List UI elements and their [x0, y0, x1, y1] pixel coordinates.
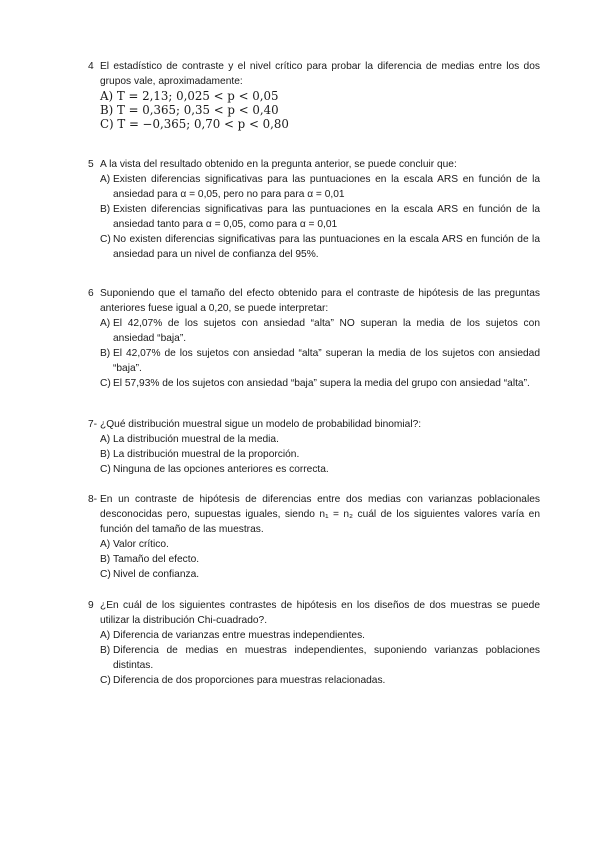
- question-number: 5: [88, 159, 94, 170]
- option-c: [100, 673, 540, 688]
- question-4: [88, 59, 540, 131]
- option-label: B): [100, 449, 111, 460]
- question-7: [88, 417, 540, 477]
- option-text: El 42,07% de los sujetos con ansiedad “alta” superan la media de los sujetos con ansiedad “baja”.: [113, 348, 540, 374]
- option-b: [100, 552, 540, 567]
- option-a: [100, 432, 540, 447]
- question-9: [88, 598, 540, 688]
- option-label: C): [100, 569, 111, 580]
- option-label: C): [100, 675, 111, 686]
- option-text: T = 0,365; 0,35 < p < 0,40: [117, 103, 279, 117]
- option-a: [100, 628, 540, 643]
- option-text: Nivel de confianza.: [113, 569, 200, 580]
- option-a: [100, 537, 540, 552]
- option-a: [100, 89, 540, 103]
- question-number: 9: [88, 600, 94, 611]
- question-stem: ¿En cuál de los siguientes contrastes de hipótesis en los diseños de dos muestras se puede utilizar la distribución Chi-cuadrado?.: [100, 600, 540, 626]
- question-stem: El estadístico de contraste y el nivel crítico para probar la diferencia de medias entre los dos grupos vale, aproximadamente:: [100, 61, 540, 87]
- option-text: La distribución muestral de la media.: [113, 434, 279, 445]
- option-label: A): [100, 630, 111, 641]
- question-stem: En un contraste de hipótesis de diferencias entre dos medias con varianzas poblacionales desconocidas pero, supuestas iguales, siendo n₁ = n₂ cuál de los siguientes valores varía en función del tamaño de las muestras.: [100, 494, 540, 535]
- option-label: C): [100, 464, 111, 475]
- question-number: 8-: [88, 494, 98, 505]
- option-text: Tamaño del efecto.: [113, 554, 200, 565]
- option-b: [100, 346, 540, 376]
- option-label: A): [100, 89, 114, 103]
- option-label: B): [100, 554, 111, 565]
- option-label: B): [100, 103, 114, 117]
- option-label: C): [100, 117, 114, 131]
- option-text: Existen diferencias significativas para las puntuaciones en la escala ARS en función de la ansiedad para α = 0,05, pero no para para α = 0,01: [113, 174, 540, 200]
- option-b: [100, 103, 540, 117]
- question-6: [88, 286, 540, 391]
- option-text: El 57,93% de los sujetos con ansiedad “baja” supera la media del grupo con ansiedad “alta”.: [113, 378, 530, 389]
- option-label: A): [100, 174, 111, 185]
- option-label: B): [100, 645, 111, 656]
- option-label: A): [100, 539, 111, 550]
- option-b: [100, 643, 540, 673]
- option-a: [100, 172, 540, 202]
- option-label: C): [100, 378, 111, 389]
- option-text: Ninguna de las opciones anteriores es correcta.: [113, 464, 329, 475]
- option-label: A): [100, 434, 111, 445]
- option-label: B): [100, 348, 111, 359]
- option-text: El 42,07% de los sujetos con ansiedad “alta” NO superan la media de los sujetos con ansiedad “baja”.: [113, 318, 540, 344]
- question-number: 7-: [88, 419, 98, 430]
- question-8: [88, 492, 540, 582]
- option-text: Diferencia de medias en muestras independientes, suponiendo varianzas poblaciones distintas.: [113, 645, 540, 671]
- option-a: [100, 316, 540, 346]
- option-label: C): [100, 234, 111, 245]
- question-stem: A la vista del resultado obtenido en la pregunta anterior, se puede concluir que:: [100, 159, 457, 170]
- option-c: [100, 232, 540, 262]
- question-number: 4: [88, 61, 94, 72]
- option-c: [100, 117, 540, 131]
- question-stem: ¿Qué distribución muestral sigue un modelo de probabilidad binomial?:: [100, 419, 422, 430]
- question-number: 6: [88, 288, 94, 299]
- option-text: Diferencia de varianzas entre muestras independientes.: [113, 630, 366, 641]
- option-c: [100, 567, 540, 582]
- option-label: A): [100, 318, 111, 329]
- option-text: T = −0,365; 0,70 < p < 0,80: [117, 117, 289, 131]
- option-text: Valor crítico.: [113, 539, 169, 550]
- option-text: La distribución muestral de la proporción.: [113, 449, 300, 460]
- option-text: No existen diferencias significativas para las puntuaciones en la escala ARS en función de la ansiedad para un nivel de confianza del 95%.: [113, 234, 540, 260]
- question-stem: Suponiendo que el tamaño del efecto obtenido para el contraste de hipótesis de las preguntas anteriores fuese igual a 0,20, se puede interpretar:: [100, 288, 540, 314]
- question-5: [88, 157, 540, 262]
- option-c: [100, 376, 540, 391]
- option-c: [100, 462, 540, 477]
- option-label: B): [100, 204, 111, 215]
- option-text: T = 2,13; 0,025 < p < 0,05: [116, 89, 279, 103]
- option-text: Diferencia de dos proporciones para muestras relacionadas.: [113, 675, 386, 686]
- option-b: [100, 202, 540, 232]
- option-text: Existen diferencias significativas para las puntuaciones en la escala ARS en función de la ansiedad tanto para α = 0,05, como para α = 0,01: [113, 204, 540, 230]
- option-b: [100, 447, 540, 462]
